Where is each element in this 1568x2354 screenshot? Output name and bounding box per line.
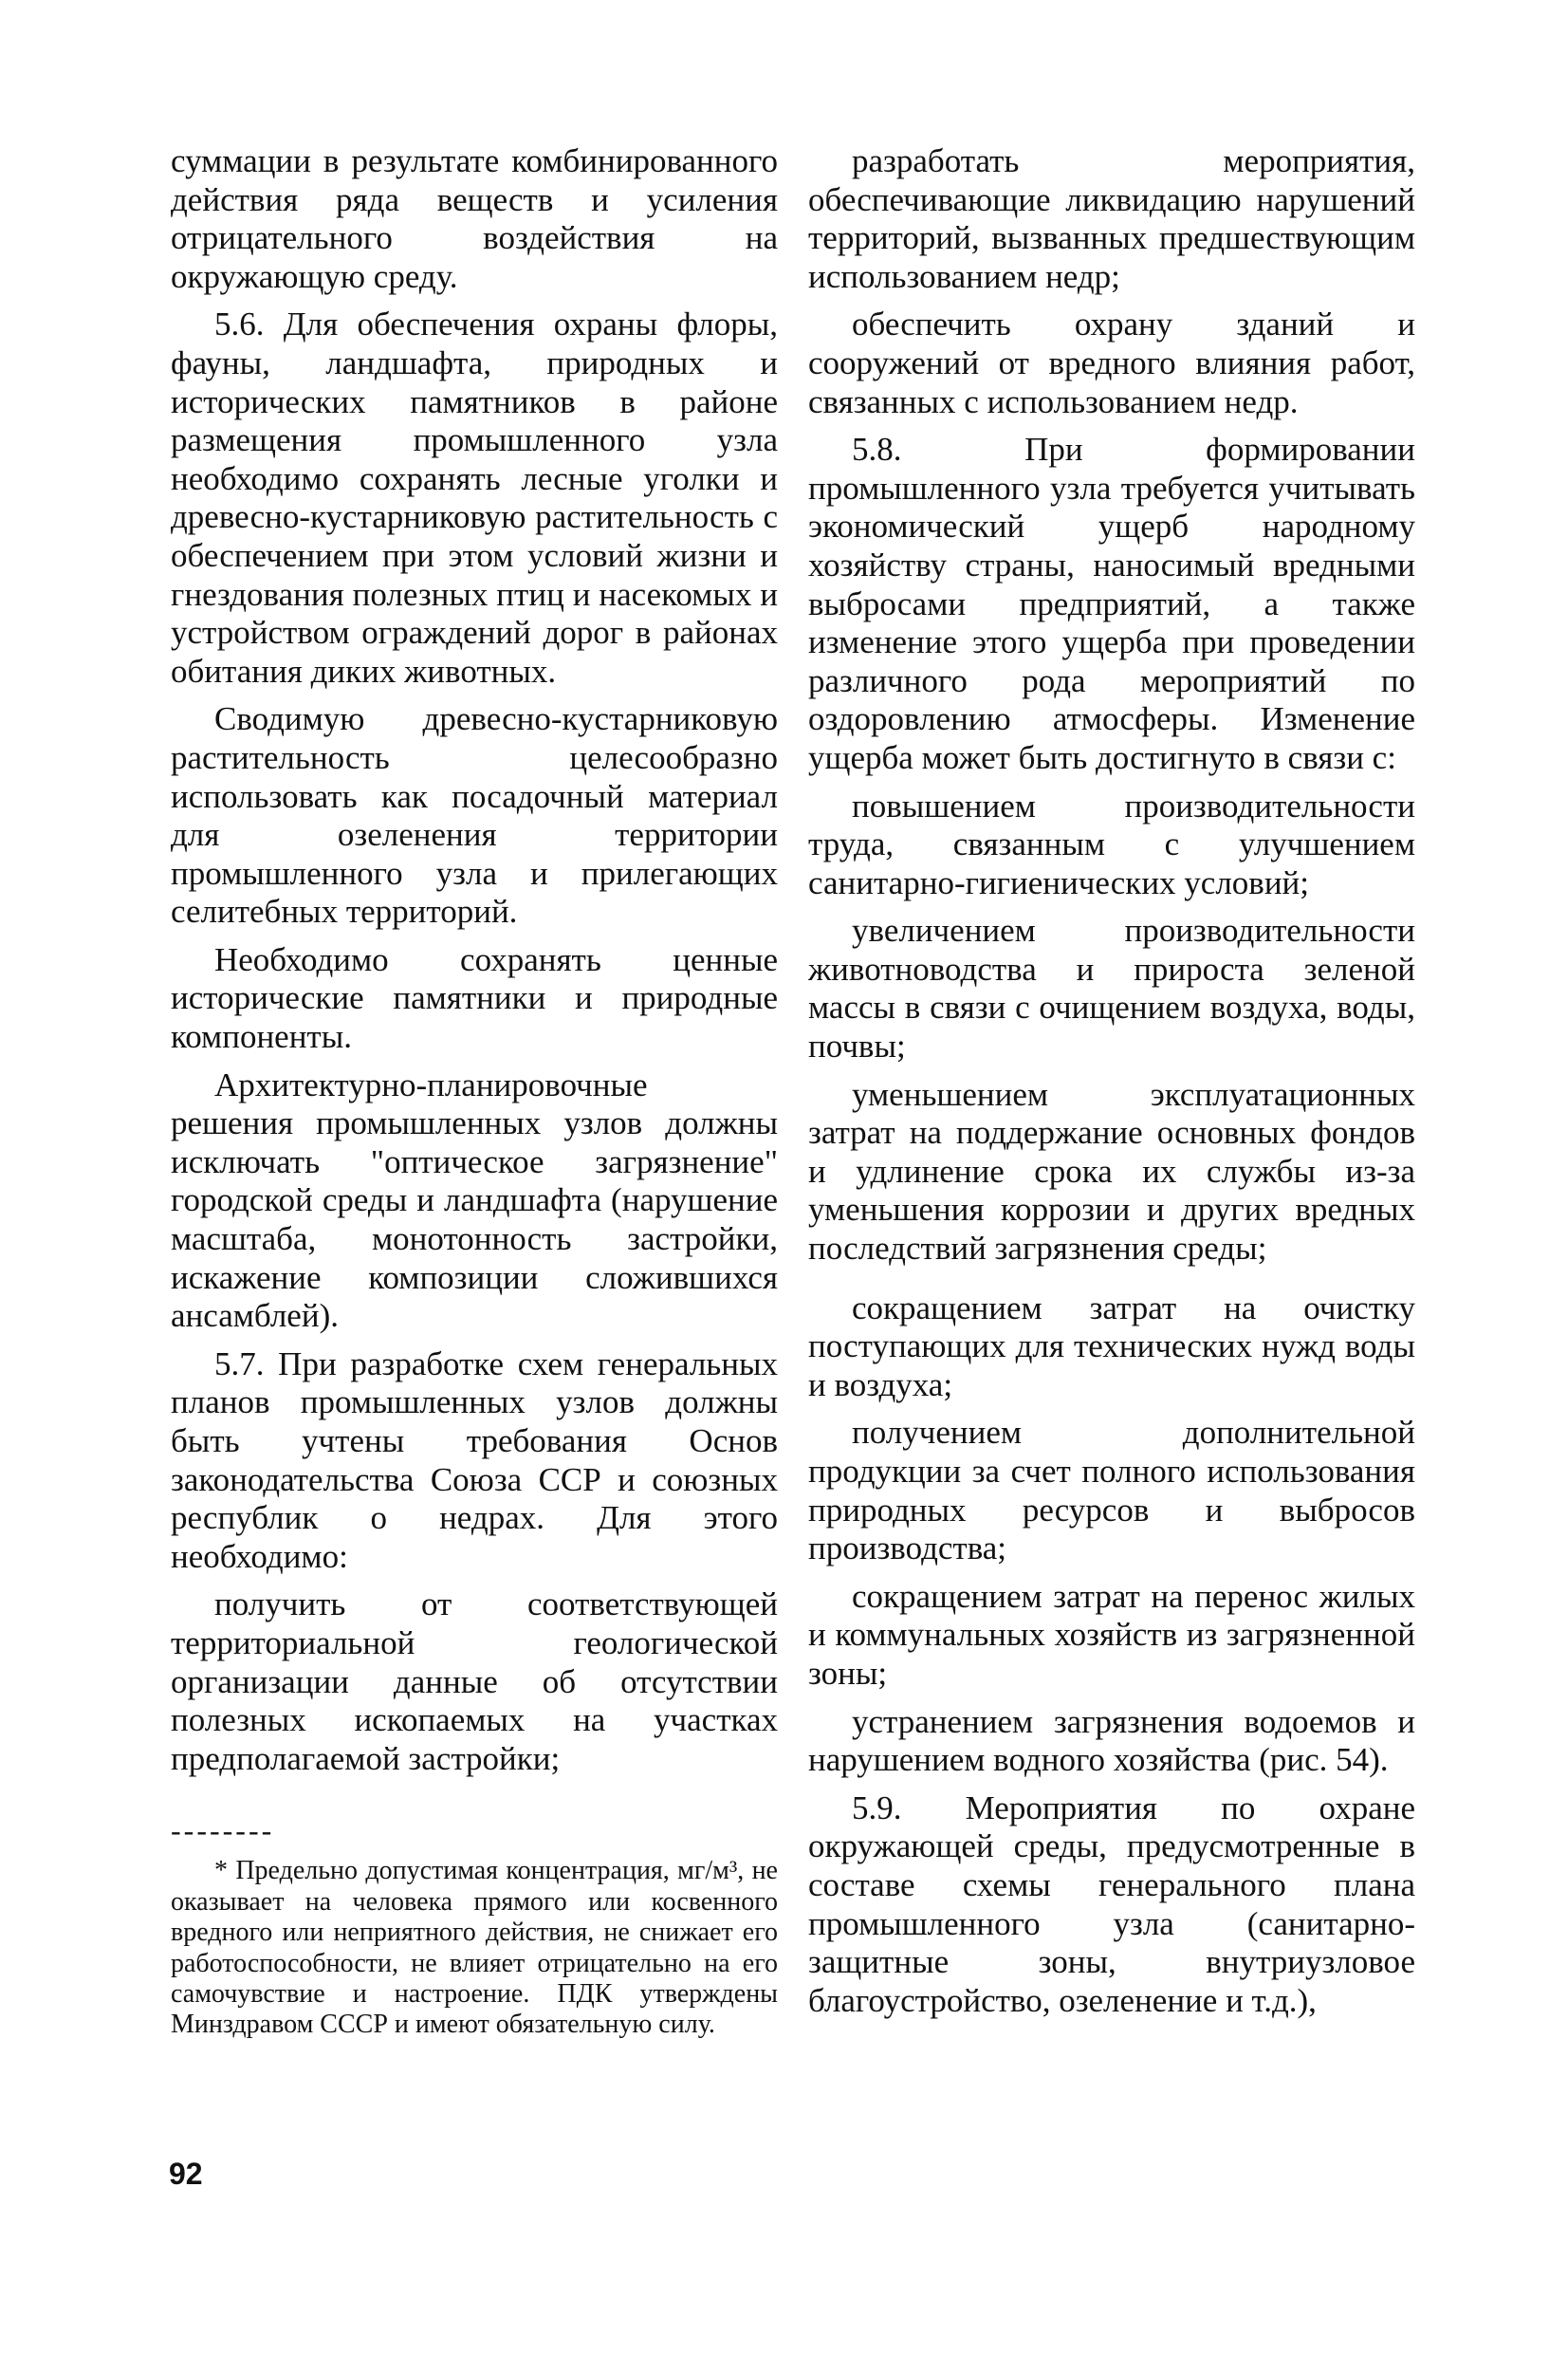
paragraph: сокращением затрат на перенос жилых и коммунальных хозяйств из загрязненной зоны; [808, 1577, 1415, 1692]
paragraph: устранением загрязнения водоемов и нарушением водного хозяйства (рис. 54). [808, 1702, 1415, 1779]
left-column [171, 142, 778, 2050]
paragraph: получить от соответствующей территориальной геологической организации данные об отсутствии полезных ископаемых на участках предполагаемой застройки; [171, 1585, 778, 1777]
paragraph: разработать мероприятия, обеспечивающие ликвидацию нарушений территорий, вызванных предшествующим использованием недр; [808, 142, 1415, 295]
paragraph: суммации в результате комбинированного действия ряда веществ и усиления отрицательного воздействия на окружающую среду. [171, 142, 778, 295]
paragraph: увеличением производительности животноводства и прироста зеленой массы в связи с очищением воздуха, воды, почвы; [808, 912, 1415, 1066]
paragraph: 5.9. Мероприятия по охране окружающей среды, предусмотренные в составе схемы генерального плана промышленного узла (санитарно-защитные зоны, внутриузловое благоустройство, озеленение и т.д.), [808, 1789, 1415, 2019]
paragraph: повышением производительности труда, связанным с улучшением санитарно-гигиенических условий; [808, 787, 1415, 901]
paragraph: 5.8. При формировании промышленного узла требуется учитывать экономический ущерб народному хозяйству страны, наносимый вредными выбросами предприятий, а также изменение этого ущерба при проведении различного рода мероприятий по оздоровлению атмосферы. Изменение ущерба может быть достигнуто в связи с: [808, 431, 1415, 776]
right-column [808, 142, 1415, 2030]
paragraph: уменьшением эксплуатационных затрат на поддержание основных фондов и удлинение срока их службы из-за уменьшения коррозии и других вредных последствий загрязнения среды; [808, 1075, 1415, 1268]
paragraph: 5.7. При разработке схем генеральных планов промышленных узлов должны быть учтены требования Основ законодательства Союза ССР и союзных республик о недрах. Для этого необходимо: [171, 1344, 778, 1575]
paragraph: Архитектурно-планировочные решения промышленных узлов должны исключать "оптическое загрязнение" городской среды и ландшафта (нарушение масштаба, монотонность застройки, искажение композиции сложившихся ансамблей). [171, 1066, 778, 1335]
paragraph: Необходимо сохранять ценные исторические памятники и природные компоненты. [171, 940, 778, 1056]
footnote: * Предельно допустимая концентрация, мг/м³, не оказывает на человека прямого или косвенного вредного или неприятного действия, не снижает его работоспособности, не влияет отрицательно на его самочувствие и настроение. ПДК утверждены Минздравом СССР и имеют обязательную силу. [171, 1856, 778, 2040]
paragraph: сокращением затрат на очистку поступающих для технических нужд воды и воздуха; [808, 1288, 1415, 1403]
paragraph: получением дополнительной продукции за счет полного использования природных ресурсов и выбросов производства; [808, 1414, 1415, 1567]
paragraph: 5.6. Для обеспечения охраны флоры, фауны, ландшафта, природных и исторических памятников в районе размещения промышленного узла необходимо сохранять лесные уголки и древесно-кустарниковую растительность с обеспечением при этом условий жизни и гнездования полезных птиц и насекомых и устройством ограждений дорог в районах обитания диких животных. [171, 306, 778, 690]
page-number: 92 [169, 2157, 203, 2191]
paragraph: обеспечить охрану зданий и сооружений от вредного влияния работ, связанных с использованием недр. [808, 306, 1415, 420]
paragraph: Сводимую древесно-кустарниковую растительность целесообразно использовать как посадочный материал для озеленения территории промышленного узла и прилегающих селитебных территорий. [171, 700, 778, 931]
footnote-separator: -------- [171, 1813, 275, 1848]
